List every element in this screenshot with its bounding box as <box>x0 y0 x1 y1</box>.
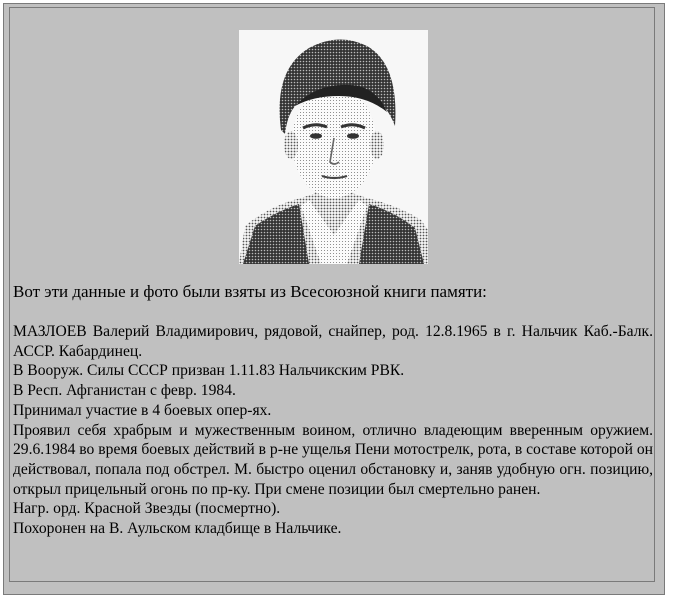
memorial-panel <box>3 3 665 595</box>
bio-line-award: Нагр. орд. Красной Звезды (посмертно). <box>13 500 281 518</box>
bio-line-conscription: В Вооруж. Силы СССР призван 1.11.83 Нальчикским РВК. <box>13 362 405 380</box>
bio-line-name: МАЗЛОЕВ Валерий Владимирович, рядовой, снайпер, род. 12.8.1965 в г. Нальчик Каб.-Балк. АССР. Кабардинец. <box>13 323 653 360</box>
bio-line-burial: Похоронен на В. Аульском кладбище в Нальчике. <box>13 520 342 538</box>
biography-text <box>13 322 653 539</box>
bio-line-operations: Принимал участие в 4 боевых опер-ях. <box>13 401 272 419</box>
memorial-panel-inner <box>9 7 655 582</box>
portrait-photo <box>239 30 428 264</box>
portrait-image <box>239 30 428 264</box>
intro-text: Вот эти данные и фото были взяты из Всесоюзной книги памяти: <box>13 282 487 301</box>
bio-line-afghanistan: В Респ. Афганистан с февр. 1984. <box>13 382 236 400</box>
bio-line-action: Проявил себя храбрым и мужественным воином, отлично владеющим вверенным оружием. 29.6.1984 во время боевых действий в р-не ущелья Пени мотострелк, рота, в составе которой он действовал, попала под обстрел. М. быстро оценил обстановку и, заняв удобную огн. позицию, открыл прицельный огонь по пр-ку. При смене позиции был смертельно ранен. <box>13 421 653 498</box>
